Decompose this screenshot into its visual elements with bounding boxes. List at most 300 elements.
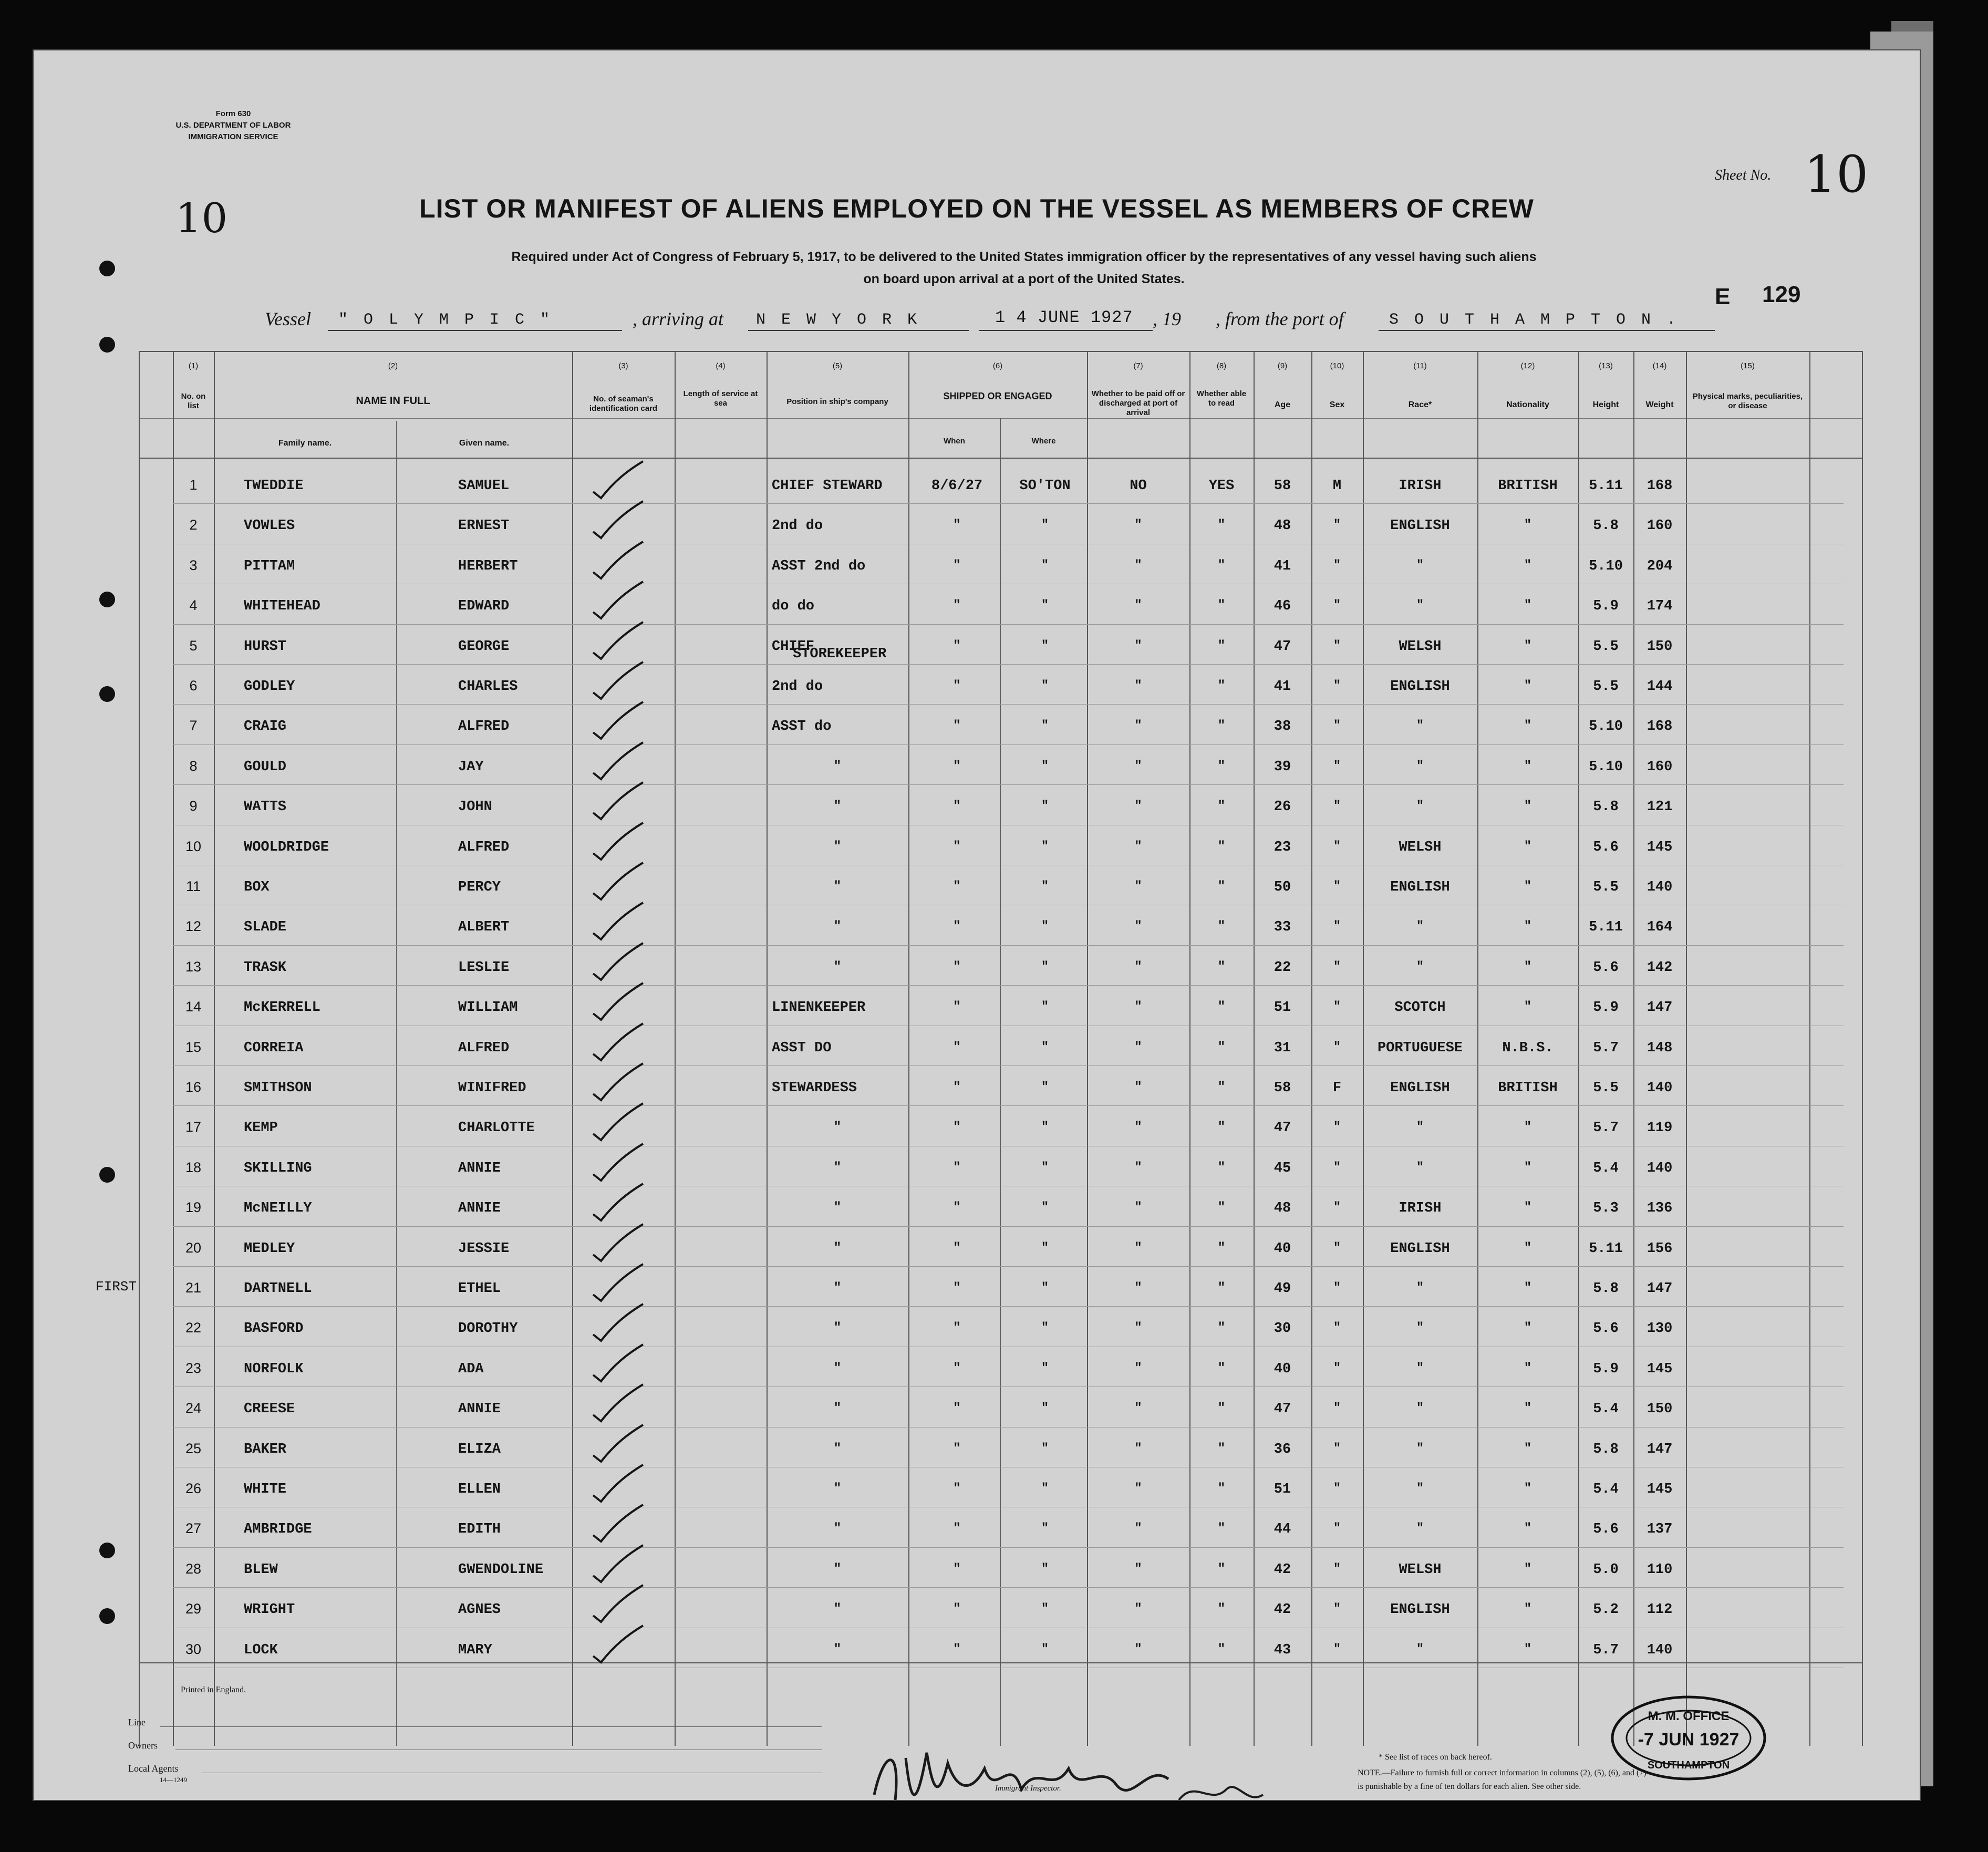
ditto-mark: "	[1416, 1281, 1424, 1295]
col-num-5: (5)	[832, 361, 843, 370]
cell-age: 22	[1273, 959, 1291, 976]
check-mark	[591, 741, 648, 783]
ditto-mark: "	[1134, 1401, 1142, 1416]
cell-age: 38	[1273, 719, 1291, 735]
header-nationality: Nationality	[1506, 400, 1549, 409]
header-position: Position in ship's company	[786, 397, 888, 406]
cell-height: 5.10	[1589, 759, 1623, 775]
cell-weight: 145	[1647, 1482, 1673, 1497]
cell-given: LESLIE	[458, 959, 510, 976]
ditto-mark: "	[1416, 1160, 1424, 1175]
binder-hole	[99, 261, 115, 276]
col-divider	[214, 351, 215, 1746]
row-number: 27	[185, 1520, 202, 1537]
ditto-mark: "	[1333, 1281, 1341, 1295]
cell-age: 58	[1273, 1080, 1291, 1096]
cell-given: EDWARD	[458, 598, 510, 615]
check-mark	[591, 701, 648, 743]
ditto-mark: "	[1217, 839, 1226, 854]
row-number: 12	[185, 918, 202, 935]
ditto-mark: "	[1217, 1120, 1226, 1135]
ditto-mark: "	[1524, 1281, 1532, 1295]
col-num-11: (11)	[1413, 361, 1427, 370]
cell-height: 5.3	[1593, 1201, 1619, 1217]
check-mark	[591, 942, 648, 984]
cell-height: 5.8	[1593, 799, 1619, 815]
ditto-mark: "	[1217, 1561, 1226, 1576]
check-mark	[591, 781, 648, 823]
ditto-mark: "	[953, 799, 961, 814]
ditto-mark: "	[833, 1441, 842, 1456]
cell-weight: 144	[1647, 679, 1673, 695]
ditto-mark: "	[1333, 1040, 1341, 1054]
cell-given: ELLEN	[458, 1482, 501, 1497]
cell-age: 49	[1273, 1281, 1291, 1297]
cell-weight: 147	[1647, 1281, 1673, 1297]
ditto-mark: "	[1217, 1482, 1226, 1496]
binder-hole	[99, 686, 115, 702]
ditto-mark: "	[953, 638, 961, 653]
ditto-mark: "	[1041, 719, 1049, 733]
cell-nationality: BRITISH	[1498, 1080, 1558, 1096]
col-num-3: (3)	[618, 361, 628, 370]
cell-height: 5.5	[1593, 638, 1619, 655]
cell-height: 5.9	[1593, 1361, 1619, 1377]
cell-race: WELSH	[1399, 839, 1442, 855]
ditto-mark: "	[1041, 1321, 1049, 1336]
ditto-mark: "	[1217, 1602, 1226, 1617]
ditto-mark: "	[953, 518, 961, 533]
cell-paid: NO	[1130, 478, 1147, 494]
ditto-mark: "	[1416, 1321, 1424, 1336]
col-num-14: (14)	[1652, 361, 1667, 370]
ditto-mark: "	[1041, 759, 1049, 773]
cell-age: 26	[1273, 799, 1291, 815]
cell-height: 5.10	[1589, 558, 1623, 574]
cell-family: BOX	[244, 880, 270, 895]
stamp-date: -7 JUN 1927	[1638, 1730, 1739, 1750]
port-underline	[748, 330, 969, 331]
ditto-mark: "	[1333, 839, 1341, 854]
ditto-mark: "	[953, 679, 961, 693]
header-family-name: Family name.	[278, 439, 332, 448]
ditto-mark: "	[1333, 518, 1341, 533]
cell-family: BLEW	[244, 1561, 278, 1578]
ditto-mark: "	[1041, 1642, 1049, 1657]
ditto-mark: "	[1524, 1120, 1532, 1135]
row-number: 28	[185, 1560, 202, 1577]
row-number: 30	[185, 1641, 202, 1657]
ditto-mark: "	[1217, 1160, 1226, 1175]
row-number: 7	[189, 718, 198, 734]
ditto-mark: "	[1416, 1642, 1424, 1657]
check-mark	[591, 1504, 648, 1546]
cell-height: 5.4	[1593, 1160, 1619, 1176]
ditto-mark: "	[1524, 1482, 1532, 1496]
ditto-mark: "	[1524, 518, 1532, 533]
cell-family: SMITHSON	[244, 1080, 312, 1096]
cell-age: 48	[1273, 518, 1291, 534]
cell-race: ENGLISH	[1390, 679, 1450, 695]
ditto-mark: "	[953, 1160, 961, 1175]
check-mark	[591, 581, 648, 623]
cell-family: WRIGHT	[244, 1602, 295, 1618]
ditto-mark: "	[1416, 919, 1424, 934]
ditto-mark: "	[1524, 1321, 1532, 1336]
ditto-mark: "	[1134, 1321, 1142, 1336]
printed-note: Printed in England.	[181, 1685, 246, 1694]
ditto-mark: "	[1524, 880, 1532, 894]
ditto-mark: "	[1134, 1441, 1142, 1456]
ditto-mark: "	[1524, 1561, 1532, 1576]
row-rule	[173, 784, 1844, 785]
cell-family: AMBRIDGE	[244, 1522, 312, 1538]
ditto-mark: "	[1524, 679, 1532, 693]
ditto-mark: "	[953, 1401, 961, 1416]
cell-position: STEWARDESS	[772, 1080, 857, 1096]
ditto-mark: "	[1134, 598, 1142, 613]
ditto-mark: "	[1134, 638, 1142, 653]
subtitle-line-1: Required under Act of Congress of February 5, 1917, to be delivered to the United States immigration officer by the representatives of any vessel having such aliens	[511, 250, 1537, 264]
header-physical: Physical marks, peculiarities, or disease	[1692, 392, 1803, 410]
ditto-mark: "	[1041, 919, 1049, 934]
cell-family: NORFOLK	[244, 1361, 304, 1377]
ditto-mark: "	[1217, 1441, 1226, 1456]
cell-family: WHITE	[244, 1482, 287, 1497]
cell-family: MEDLEY	[244, 1240, 295, 1257]
header-where: Where	[1031, 437, 1056, 446]
sheet-number: 10	[1804, 145, 1869, 204]
check-mark	[591, 1464, 648, 1506]
cell-given: ERNEST	[458, 518, 510, 534]
races-note: * See list of races on back hereof.	[1379, 1753, 1492, 1762]
ditto-mark: "	[953, 1120, 961, 1135]
cell-weight: 204	[1647, 558, 1673, 574]
row-rule	[173, 1547, 1844, 1548]
ditto-mark: "	[953, 1441, 961, 1456]
ditto-mark: "	[1041, 638, 1049, 653]
cell-given: ANNIE	[458, 1160, 501, 1176]
ditto-mark: "	[1041, 1080, 1049, 1094]
row-number: 5	[189, 637, 198, 654]
row-rule	[173, 1065, 1844, 1066]
cell-age: 48	[1273, 1201, 1291, 1217]
cell-weight: 136	[1647, 1201, 1673, 1217]
department-name: U.S. DEPARTMENT OF LABOR	[175, 120, 291, 130]
cell-given: CHARLOTTE	[458, 1120, 535, 1136]
ditto-mark: "	[1333, 1361, 1341, 1375]
col-num-15: (15)	[1741, 361, 1755, 370]
line-rule	[160, 1726, 822, 1727]
row-number: 1	[189, 477, 198, 493]
cell-race: WELSH	[1399, 1561, 1442, 1578]
ditto-mark: "	[1416, 959, 1424, 974]
cell-family: TWEDDIE	[244, 478, 304, 494]
col-num-13: (13)	[1599, 361, 1613, 370]
ditto-mark: "	[1524, 1522, 1532, 1536]
ditto-mark: "	[1041, 799, 1049, 814]
row-rule	[173, 1306, 1844, 1307]
ditto-mark: "	[833, 759, 842, 773]
cell-race: WELSH	[1399, 638, 1442, 655]
arriving-port: N E W Y O R K	[756, 311, 920, 329]
ditto-mark: "	[1134, 759, 1142, 773]
ditto-mark: "	[833, 919, 842, 934]
col-num-2: (2)	[388, 361, 398, 370]
row-number: 15	[185, 1039, 202, 1055]
cell-nationality: N.B.S.	[1502, 1040, 1554, 1056]
cell-given: AGNES	[458, 1602, 501, 1618]
ditto-mark: "	[1333, 959, 1341, 974]
ditto-mark: "	[1041, 1201, 1049, 1215]
form-identifier	[139, 108, 328, 142]
cell-weight: 137	[1647, 1522, 1673, 1538]
ditto-mark: "	[1134, 679, 1142, 693]
cell-race: ENGLISH	[1390, 1240, 1450, 1257]
cell-race: SCOTCH	[1394, 1000, 1446, 1016]
cell-age: 50	[1273, 880, 1291, 895]
cell-weight: 140	[1647, 1642, 1673, 1658]
cell-weight: 140	[1647, 1160, 1673, 1176]
row-number: 3	[189, 557, 198, 573]
row-number: 9	[189, 798, 198, 814]
ditto-mark: "	[1524, 558, 1532, 573]
ditto-mark: "	[1333, 1000, 1341, 1015]
col-divider	[173, 351, 174, 1746]
cell-given: ELIZA	[458, 1441, 501, 1457]
ditto-mark: "	[833, 959, 842, 974]
header-when: When	[944, 437, 965, 446]
ditto-mark: "	[833, 1240, 842, 1255]
cell-height: 5.5	[1593, 1080, 1619, 1096]
ditto-mark: "	[1217, 1321, 1226, 1336]
cell-weight: 174	[1647, 598, 1673, 615]
ditto-mark: "	[1041, 1602, 1049, 1617]
cell-age: 51	[1273, 1000, 1291, 1016]
check-mark	[591, 1022, 648, 1064]
ditto-mark: "	[1134, 1120, 1142, 1135]
agents-label: Local Agents	[128, 1763, 179, 1774]
check-mark	[591, 902, 648, 944]
ditto-mark: "	[1041, 1040, 1049, 1054]
cell-when: 8/6/27	[931, 478, 983, 494]
cell-weight: 148	[1647, 1040, 1673, 1056]
cell-height: 5.5	[1593, 679, 1619, 695]
col-divider	[139, 351, 140, 1746]
ditto-mark: "	[1134, 1482, 1142, 1496]
cell-given: JESSIE	[458, 1240, 510, 1257]
ditto-mark: "	[1217, 1040, 1226, 1054]
header-race: Race*	[1408, 400, 1432, 409]
cell-height: 5.6	[1593, 1321, 1619, 1337]
ditto-mark: "	[1416, 719, 1424, 733]
ditto-mark: "	[953, 1361, 961, 1375]
ditto-mark: "	[1134, 799, 1142, 814]
ditto-mark: "	[1333, 1522, 1341, 1536]
header-age: Age	[1274, 400, 1291, 409]
cell-position: CHIEF STEWARD	[772, 478, 883, 494]
ditto-mark: "	[1217, 679, 1226, 693]
row-number: 21	[185, 1280, 202, 1296]
cell-family: SLADE	[244, 919, 287, 936]
cell-height: 5.8	[1593, 1441, 1619, 1457]
ditto-mark: "	[953, 919, 961, 934]
ditto-mark: "	[1333, 880, 1341, 894]
ditto-mark: "	[1416, 1120, 1424, 1135]
col-num-1: (1)	[188, 361, 199, 370]
ditto-mark: "	[1333, 1160, 1341, 1175]
cell-age: 39	[1273, 759, 1291, 775]
ditto-mark: "	[1217, 1201, 1226, 1215]
row-number: 10	[185, 838, 202, 854]
row-number: 23	[185, 1360, 202, 1376]
cell-age: 41	[1273, 679, 1291, 695]
cell-given: ALBERT	[458, 919, 510, 936]
cell-weight: 150	[1647, 638, 1673, 655]
cell-nationality: BRITISH	[1498, 478, 1558, 494]
row-number: 4	[189, 597, 198, 614]
cell-height: 5.7	[1593, 1040, 1619, 1056]
row-number: 22	[185, 1320, 202, 1336]
cell-family: WOOLDRIDGE	[244, 839, 329, 855]
row-rule	[173, 744, 1844, 745]
ditto-mark: "	[833, 880, 842, 894]
check-mark	[591, 541, 648, 583]
ditto-mark: "	[1524, 1602, 1532, 1617]
ditto-mark: "	[1416, 1401, 1424, 1416]
binder-hole	[99, 1543, 115, 1558]
col-divider	[675, 351, 676, 1746]
row-number: 25	[185, 1440, 202, 1456]
binder-hole	[99, 337, 115, 353]
inspector-signature	[853, 1732, 1273, 1801]
ditto-mark: "	[953, 1201, 961, 1215]
cell-age: 40	[1273, 1240, 1291, 1257]
ditto-mark: "	[1041, 1000, 1049, 1015]
cell-family: VOWLES	[244, 518, 295, 534]
ditto-mark: "	[833, 1160, 842, 1175]
handwritten-number: 10	[175, 195, 228, 242]
ditto-mark: "	[1134, 1522, 1142, 1536]
date-underline	[979, 330, 1153, 331]
ditto-mark: "	[1134, 839, 1142, 854]
from-label: , from the port of	[1216, 308, 1344, 329]
vessel-label: Vessel	[265, 308, 311, 329]
ditto-mark: "	[1333, 1441, 1341, 1456]
ditto-mark: "	[1524, 839, 1532, 854]
col-num-6: (6)	[992, 361, 1003, 370]
cell-given: ANNIE	[458, 1401, 501, 1418]
cell-weight: 110	[1647, 1561, 1673, 1578]
ditto-mark: "	[1041, 1522, 1049, 1536]
binder-hole	[99, 1167, 115, 1183]
cell-weight: 121	[1647, 799, 1673, 815]
row-number: 20	[185, 1239, 202, 1256]
cell-age: 40	[1273, 1361, 1291, 1377]
ditto-mark: "	[1134, 1602, 1142, 1617]
cell-age: 44	[1273, 1522, 1291, 1538]
ditto-mark: "	[953, 1522, 961, 1536]
cell-read: YES	[1208, 478, 1235, 494]
cell-given: SAMUEL	[458, 478, 510, 494]
cell-height: 5.6	[1593, 839, 1619, 855]
row-rule	[173, 624, 1844, 625]
cell-family: McNEILLY	[244, 1201, 312, 1217]
cell-position: ASST 2nd do	[772, 558, 866, 574]
check-mark	[591, 862, 648, 904]
cell-given: ETHEL	[458, 1281, 501, 1297]
ditto-mark: "	[1134, 1080, 1142, 1094]
cell-weight: 119	[1647, 1120, 1673, 1136]
check-mark	[591, 1383, 648, 1425]
col-num-9: (9)	[1277, 361, 1288, 370]
vessel-name: " O L Y M P I C "	[338, 311, 553, 329]
row-number: 16	[185, 1079, 202, 1095]
manifest-page	[33, 49, 1921, 1801]
header-id-card: No. of seaman's identification card	[589, 395, 658, 413]
header-weight: Weight	[1645, 400, 1674, 409]
ditto-mark: "	[1416, 1441, 1424, 1456]
cell-family: GODLEY	[244, 679, 295, 695]
ditto-mark: "	[1416, 1522, 1424, 1536]
cell-given: HERBERT	[458, 558, 518, 574]
cell-sex: F	[1332, 1080, 1342, 1096]
check-mark	[591, 621, 648, 663]
row-number: 14	[185, 999, 202, 1015]
ditto-mark: "	[953, 1240, 961, 1255]
cell-weight: 142	[1647, 959, 1673, 976]
cell-age: 31	[1273, 1040, 1291, 1056]
row-number: 19	[185, 1199, 202, 1216]
year-label: , 19	[1153, 308, 1181, 329]
from-underline	[1379, 330, 1715, 331]
ditto-mark: "	[1041, 1361, 1049, 1375]
cell-family: PITTAM	[244, 558, 295, 574]
cell-height: 5.4	[1593, 1401, 1619, 1418]
stamp-top-text: M. M. OFFICE	[1648, 1709, 1730, 1723]
cell-weight: 145	[1647, 1361, 1673, 1377]
ditto-mark: "	[1416, 598, 1424, 613]
cell-given: WINIFRED	[458, 1080, 526, 1096]
cell-given: ALFRED	[458, 839, 510, 855]
cell-weight: 164	[1647, 919, 1673, 936]
ditto-mark: "	[953, 1561, 961, 1576]
form-code: 14—1249	[160, 1776, 187, 1784]
check-mark	[591, 1062, 648, 1104]
ditto-mark: "	[1217, 1281, 1226, 1295]
ditto-mark: "	[1217, 880, 1226, 894]
cell-weight: 140	[1647, 880, 1673, 895]
row-rule	[173, 945, 1844, 946]
check-mark	[591, 661, 648, 703]
ditto-mark: "	[1217, 1361, 1226, 1375]
cell-height: 5.8	[1593, 1281, 1619, 1297]
cell-position: do do	[772, 598, 815, 615]
ditto-mark: "	[1041, 1160, 1049, 1175]
cell-given: DOROTHY	[458, 1321, 518, 1337]
ditto-mark: "	[1041, 679, 1049, 693]
from-port: S O U T H A M P T O N .	[1389, 311, 1680, 329]
ditto-mark: "	[1217, 1522, 1226, 1536]
arrival-date: 1 4 JUNE 1927	[995, 308, 1133, 327]
ditto-mark: "	[953, 1000, 961, 1015]
ditto-mark: "	[1333, 679, 1341, 693]
cell-position: CHIEF	[772, 638, 815, 655]
check-mark	[591, 500, 648, 542]
ditto-mark: "	[1217, 1080, 1226, 1094]
ditto-mark: "	[1041, 1441, 1049, 1456]
cell-race: PORTUGUESE	[1377, 1040, 1463, 1056]
